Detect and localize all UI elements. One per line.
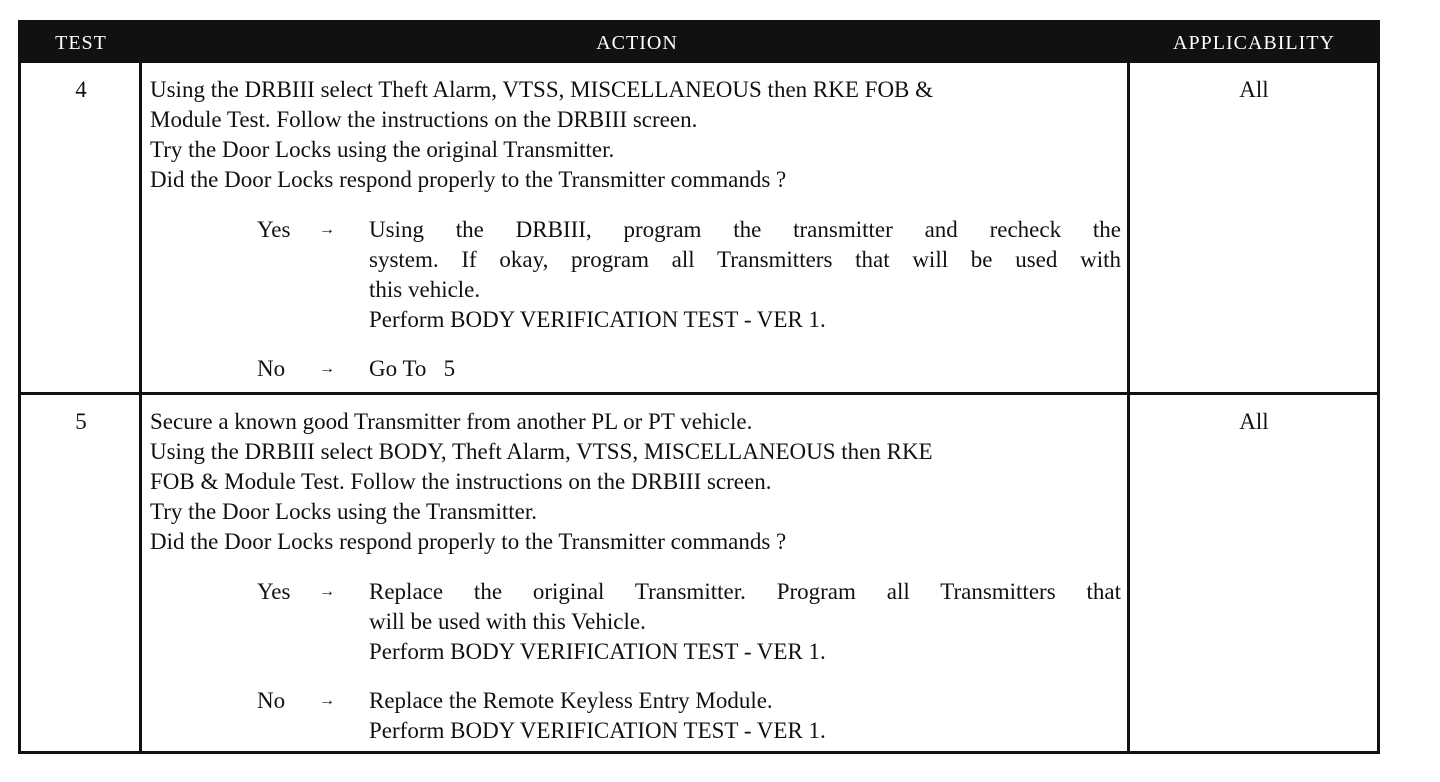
question-line: Using the DRBIII select BODY, Theft Alarm, VTSS, MISCELLANEOUS then RKE [150,439,933,464]
question-line: FOB & Module Test. Follow the instructions on the DRBIII screen. [150,469,772,494]
right-arrow-icon: → [319,221,335,238]
test-number: 4 [75,77,87,102]
no-label: No [257,356,286,381]
right-arrow-icon: → [319,692,335,709]
no-action-line: Replace the Remote Keyless Entry Module. [369,688,773,713]
question-line: Did the Door Locks respond properly to the Transmitter commands ? [150,529,787,554]
yes-label: Yes [257,217,291,242]
right-arrow-icon: → [319,583,335,600]
applicability-value: All [1239,409,1269,434]
right-arrow-icon: → [319,360,335,377]
header-test: TEST [55,32,107,54]
question-line: Try the Door Locks using the Transmitter. [150,499,537,524]
test-number: 5 [75,409,87,434]
yes-action-line: Perform BODY VERIFICATION TEST - VER 1. [369,307,826,332]
table-header [21,23,1377,63]
diagnostic-test-table [18,20,1380,754]
column-divider [1127,63,1130,754]
header-action: ACTION [596,32,678,54]
yes-action-line: Perform BODY VERIFICATION TEST - VER 1. [369,639,826,664]
question-line: Did the Door Locks respond properly to the Transmitter commands ? [150,167,787,192]
no-action-line: Perform BODY VERIFICATION TEST - VER 1. [369,718,826,743]
question-line: Try the Door Locks using the original Transmitter. [150,137,615,162]
question-line: Secure a known good Transmitter from another PL or PT vehicle. [150,409,753,434]
yes-action-line: Using the DRBIII, program the transmitter and recheck the [369,217,1121,242]
yes-action-line: will be used with this Vehicle. [369,609,646,634]
yes-action-line: system. If okay, program all Transmitters that will be used with [369,247,1121,272]
applicability-value: All [1239,77,1269,102]
yes-action-line: Replace the original Transmitter. Program all Transmitters that [369,579,1121,604]
no-action-line: Go To 5 [369,356,456,381]
no-label: No [257,688,286,713]
yes-action-line: this vehicle. [369,277,481,302]
question-line: Module Test. Follow the instructions on the DRBIII screen. [150,107,698,132]
question-line: Using the DRBIII select Theft Alarm, VTSS, MISCELLANEOUS then RKE FOB & [150,77,934,102]
yes-label: Yes [257,579,291,604]
header-applicability: APPLICABILITY [1173,32,1335,54]
row-divider [21,392,1377,395]
